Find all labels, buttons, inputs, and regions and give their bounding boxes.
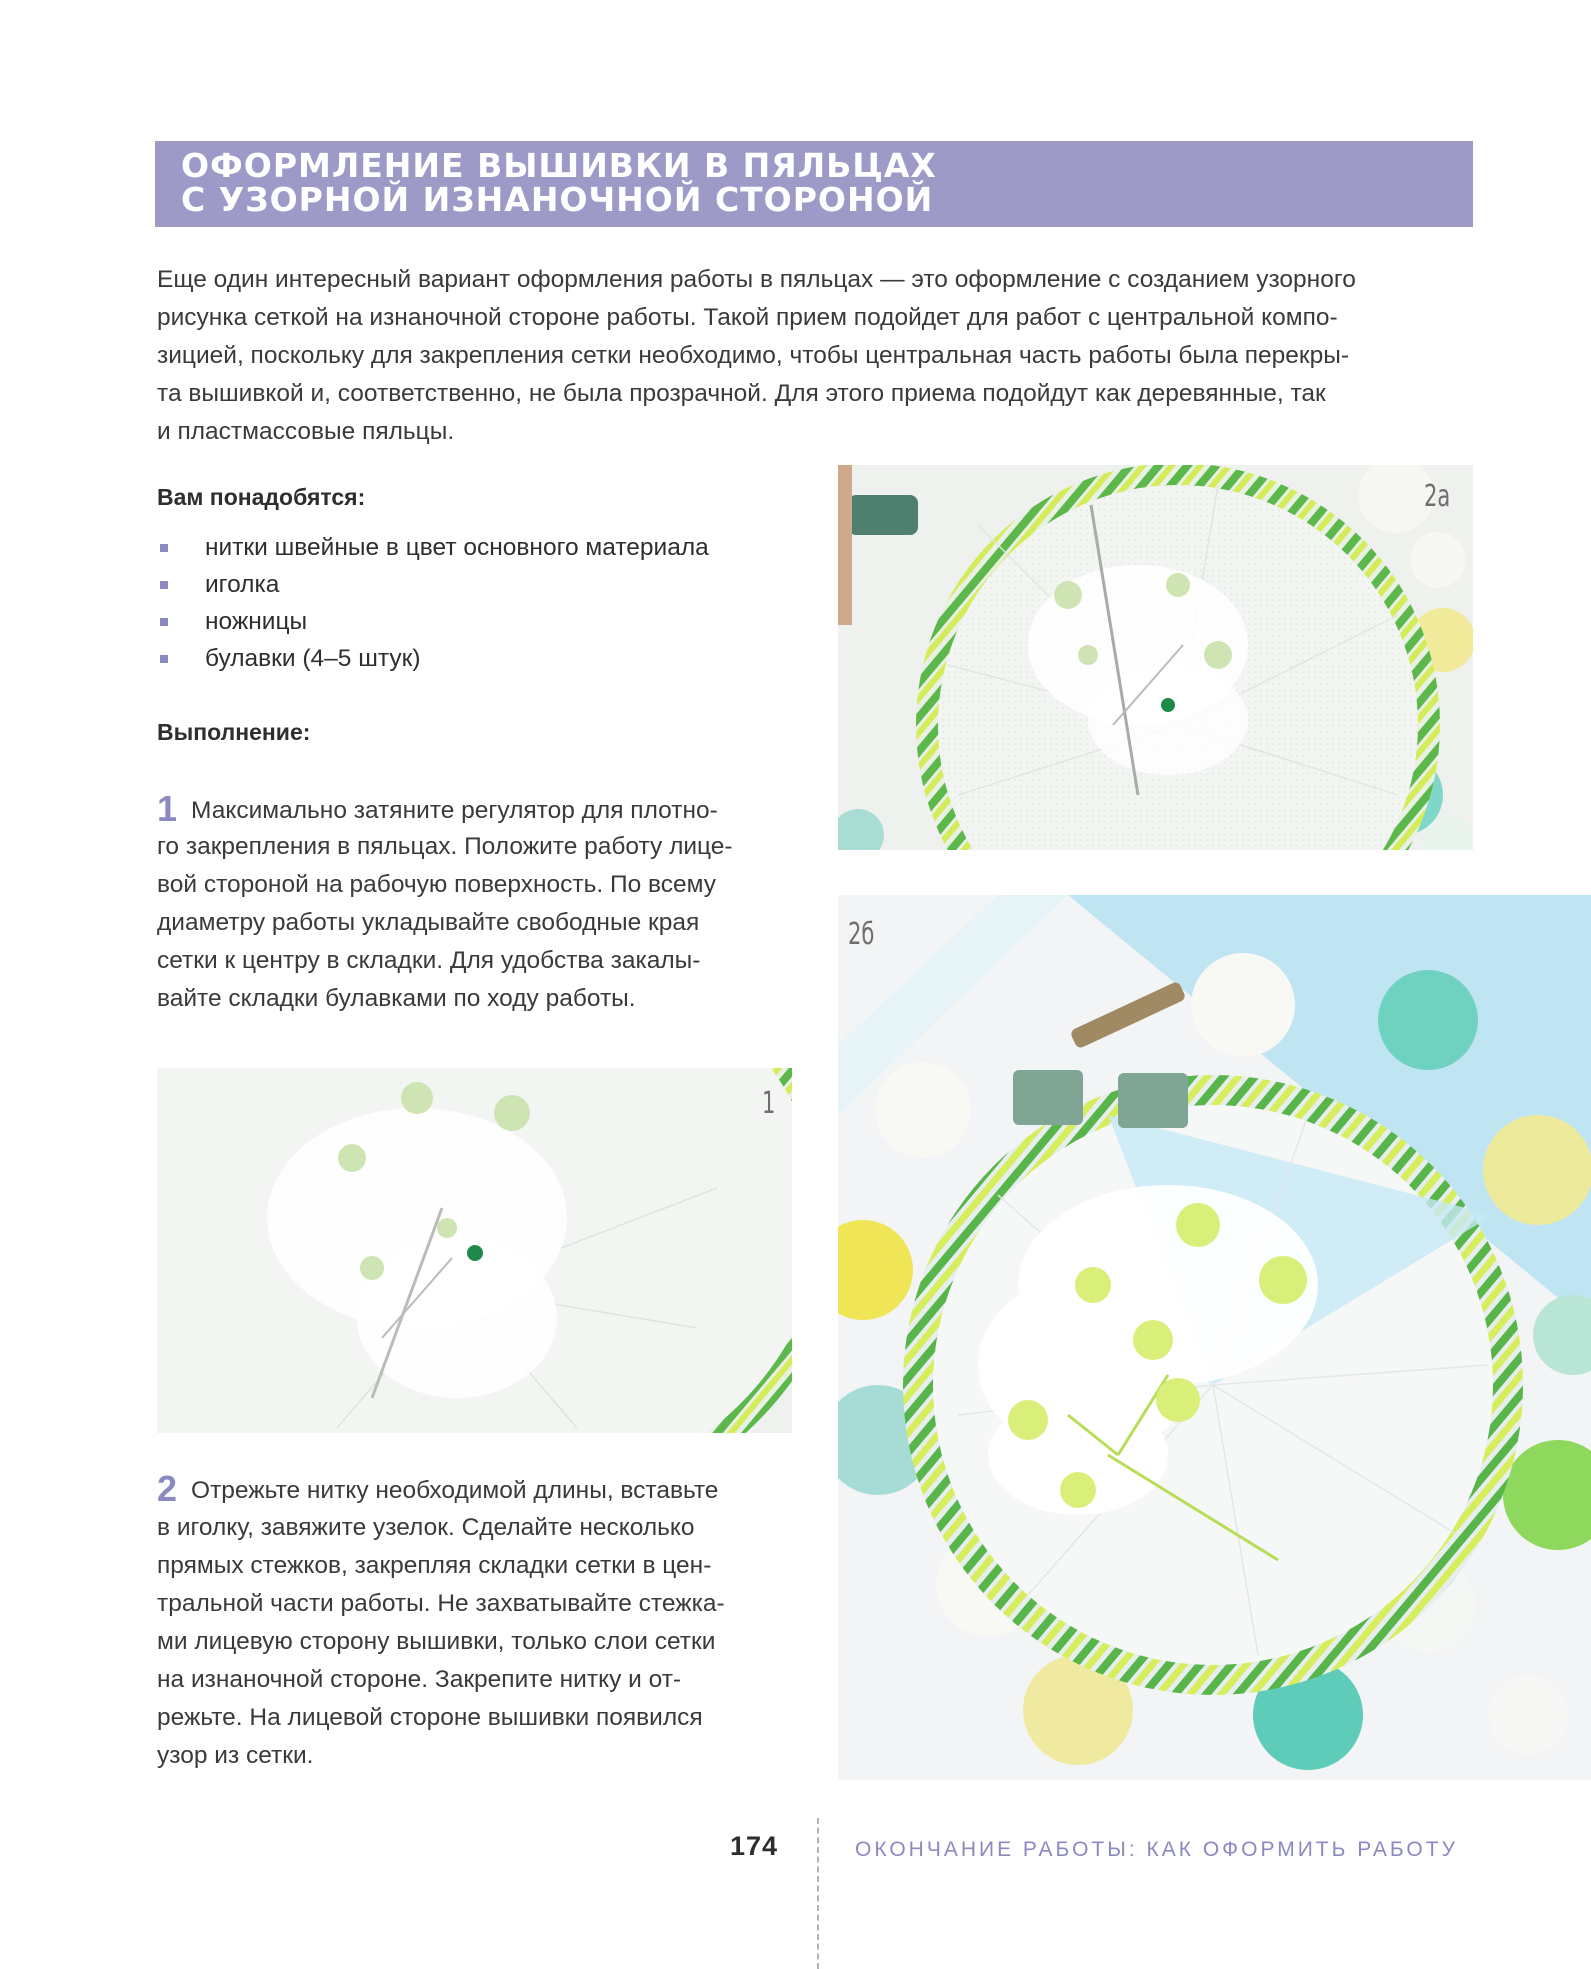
step-2-line: на изнаночной стороне. Закрепите нитку и от- [157, 1666, 682, 1693]
step-2-line: режьте. На лицевой стороне вышивки появился [157, 1704, 703, 1731]
intro-line: рисунка сеткой на изнаночной стороне работы. Такой прием подойдет для работ с центральной компо- [157, 304, 1338, 331]
step-1-line: вайте складки булавками по ходу работы. [157, 985, 636, 1012]
pompom [1191, 953, 1295, 1057]
hoop-clamp [1013, 1070, 1083, 1125]
bullet-square-icon [160, 655, 168, 663]
step-1-line: Максимально затяните регулятор для плотно- [191, 797, 718, 824]
photo-2a-illustration [838, 465, 1473, 850]
step-1-line: диаметру работы укладывайте свободные края [157, 909, 700, 936]
page-number: 174 [730, 1831, 779, 1861]
list-item-text: булавки (4–5 штук) [205, 645, 421, 672]
hand [838, 465, 852, 625]
hoop-clamp [848, 495, 918, 535]
step-2-line: Отрежьте нитку необходимой длины, вставьте [191, 1477, 719, 1504]
intro-line: зицией, поскольку для закрепления сетки необходимо, чтобы центральная часть работы была перекры- [157, 342, 1350, 369]
bullet-square-icon [160, 544, 168, 552]
step-2-number: 2 [157, 1468, 178, 1509]
step-1-line: вой стороной на рабочую поверхность. По всему [157, 871, 717, 898]
step-2-first-line [157, 1468, 719, 1509]
photo-label-2a: 2а [1424, 479, 1451, 514]
step-1-line: го закрепления в пяльцах. Положите работу лице- [157, 833, 733, 860]
list-item-text: ножницы [205, 608, 308, 635]
step-1-line: сетки к центру в складки. Для удобства закалы- [157, 947, 701, 974]
pompom [1410, 532, 1466, 588]
procedure-heading: Выполнение: [157, 719, 311, 745]
step-2-line: ми лицевую сторону вышивки, только слои сетки [157, 1628, 716, 1655]
step-1-first-line [157, 788, 718, 829]
materials-heading: Вам понадобятся: [157, 484, 366, 510]
pompom [1488, 1675, 1568, 1755]
pin-head [1161, 698, 1175, 712]
bullet-square-icon [160, 581, 168, 589]
list-item-text: иголка [205, 571, 280, 598]
pompom [1483, 1115, 1591, 1225]
pin-head [467, 1245, 483, 1261]
footer-divider [817, 1818, 819, 1969]
bullet-square-icon [160, 618, 168, 626]
list-item-text: нитки швейные в цвет основного материала [205, 534, 709, 561]
photo-1-illustration [157, 1068, 792, 1433]
step-2-line: в иголку, завяжите узелок. Сделайте несколько [157, 1514, 695, 1541]
intro-line: и пластмассовые пяльцы. [157, 418, 455, 445]
photo-label-2b: 2б [848, 917, 875, 952]
intro-line: та вышивкой и, соответственно, не была прозрачной. Для этого приема подойдут как деревянные, так [157, 380, 1326, 407]
chapter-title: ОКОНЧАНИЕ РАБОТЫ: КАК ОФОРМИТЬ РАБОТУ [855, 1838, 1458, 1861]
pompom [875, 1062, 971, 1158]
section-title-line-2: С УЗОРНОЙ ИЗНАНОЧНОЙ СТОРОНОЙ [181, 180, 934, 219]
step-2-line: узор из сетки. [157, 1742, 314, 1769]
intro-line: Еще один интересный вариант оформления работы в пяльцах — это оформление с созданием узорного [157, 266, 1356, 293]
pompom [1378, 970, 1478, 1070]
section-title-line-1: ОФОРМЛЕНИЕ ВЫШИВКИ В ПЯЛЬЦАХ [181, 146, 937, 185]
photo-2b-illustration [838, 895, 1591, 1780]
photo-1 [157, 1068, 792, 1433]
step-1-number: 1 [157, 788, 178, 829]
step-2-line: тральной части работы. Не захватывайте стежка- [157, 1590, 725, 1617]
photo-2b [838, 895, 1591, 1780]
section-title-banner [155, 141, 1473, 227]
step-2-line: прямых стежков, закрепляя складки сетки в цен- [157, 1552, 712, 1579]
photo-2a [838, 465, 1473, 850]
photo-label-1: 1 [762, 1086, 776, 1121]
